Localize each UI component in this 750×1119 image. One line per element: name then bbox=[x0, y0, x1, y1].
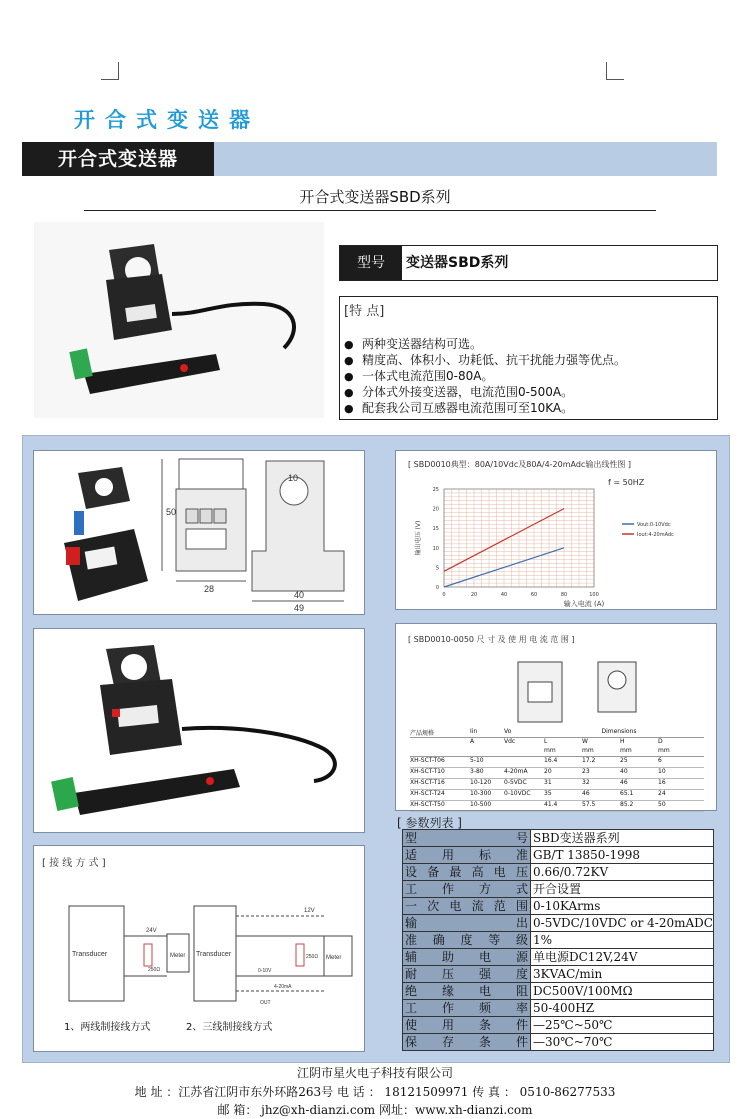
col-subheader: Vdc bbox=[504, 738, 516, 745]
table-cell: XH-SCT-T10 bbox=[410, 768, 445, 775]
spec-value: 单电源DC12V,24V bbox=[531, 949, 714, 966]
feature-item bbox=[344, 352, 626, 368]
two-wire-label: 1、两线制接线方式 bbox=[64, 1022, 151, 1033]
table-cell: 85.2 bbox=[620, 801, 634, 808]
spec-row bbox=[403, 830, 714, 847]
feature-text: 配套我公司互感器电流范围可至10KA。 bbox=[362, 401, 574, 415]
series-subtitle: 开合式变送器SBD系列 bbox=[299, 188, 451, 206]
three-wire-label: 2、三线制接线方式 bbox=[186, 1022, 273, 1033]
y-tick-label: 10 bbox=[432, 545, 439, 552]
product-photo-transducer bbox=[34, 222, 324, 418]
dim-label: 49 bbox=[294, 603, 305, 613]
spec-key: 输出 bbox=[403, 915, 531, 932]
resistor-label: 250Ω bbox=[148, 967, 161, 973]
footer-company: 江阴市星火电子科技有限公司 bbox=[296, 1066, 453, 1080]
spec-value: 开合设置 bbox=[531, 881, 714, 898]
spec-key: 型号 bbox=[403, 830, 531, 847]
unit-label: mm bbox=[620, 747, 632, 754]
dimension-card-title: [ SBD0010-0050 尺 寸 及 使 用 电 流 范 围 ] bbox=[408, 635, 575, 644]
bullet-icon: ● bbox=[344, 354, 354, 367]
y-axis-label: 输出电压 (V) bbox=[415, 520, 422, 556]
transducer-label: Transducer bbox=[196, 951, 232, 958]
spec-value: 0-5VDC/10VDC or 4-20mADC bbox=[531, 915, 714, 932]
spec-row bbox=[403, 915, 714, 932]
features-heading: [特 点] bbox=[344, 304, 385, 319]
banner-label: 开合式变送器 bbox=[22, 142, 214, 176]
table-row bbox=[410, 779, 704, 790]
table-row bbox=[410, 757, 704, 768]
spec-key: 工作频率 bbox=[403, 1000, 531, 1017]
dimension-table-card bbox=[395, 623, 717, 811]
table-cell: 6 bbox=[658, 757, 662, 764]
feature-text: 一体式电流范围0-80A。 bbox=[362, 369, 494, 383]
spec-row bbox=[403, 983, 714, 1000]
table-cell: 10 bbox=[658, 768, 666, 775]
wiring-card bbox=[33, 845, 365, 1052]
spec-row bbox=[403, 932, 714, 949]
chart-annotation: f = 50HZ bbox=[608, 478, 645, 487]
table-cell: XH-SCT-T16 bbox=[410, 779, 445, 786]
table-cell: 10-500 bbox=[470, 801, 492, 808]
y-tick-label: 20 bbox=[432, 506, 439, 513]
bullet-icon: ● bbox=[344, 386, 354, 399]
meter-label: Meter bbox=[170, 953, 186, 959]
footer-contact: 邮 箱： jhz@xh-dianzi.com 网址：www.xh-dianzi.com bbox=[217, 1103, 533, 1117]
table-cell: 10-300 bbox=[470, 790, 492, 797]
table-cell: 35 bbox=[544, 790, 552, 797]
col-subheader: H bbox=[620, 738, 625, 745]
x-tick-label: 80 bbox=[560, 592, 568, 598]
legend-label: Vout:0-10Vdc bbox=[637, 522, 671, 528]
bullet-icon: ● bbox=[344, 402, 354, 415]
divider bbox=[84, 210, 656, 211]
dimension-drawing bbox=[34, 451, 364, 614]
table-cell: 25 bbox=[620, 757, 628, 764]
spec-value: 0.66/0.72KV bbox=[531, 864, 714, 881]
feature-text: 分体式外接变送器，电流范围0-500A。 bbox=[362, 385, 574, 399]
spec-key: 设备最高电压 bbox=[403, 864, 531, 881]
dimension-drawing-card bbox=[33, 450, 365, 615]
col-header: Vo bbox=[504, 728, 512, 735]
col-subheader: A bbox=[470, 738, 475, 745]
table-cell: 16 bbox=[658, 779, 666, 786]
table-cell: 65.1 bbox=[620, 790, 634, 797]
spec-key: 工作方式 bbox=[403, 881, 531, 898]
crop-mark bbox=[118, 62, 119, 80]
col-header: Iin bbox=[470, 728, 478, 735]
spec-value: —30℃~70℃ bbox=[531, 1034, 714, 1051]
table-cell: XH-SCT-T06 bbox=[410, 757, 445, 764]
spec-row bbox=[403, 1034, 714, 1051]
x-axis-label: 输入电流 (A) bbox=[563, 600, 605, 608]
spec-row bbox=[403, 881, 714, 898]
y-tick-label: 0 bbox=[435, 585, 439, 591]
spec-value: GB/T 13850-1998 bbox=[531, 847, 714, 864]
linearity-chart-card bbox=[395, 450, 717, 610]
spec-key: 准确度等级 bbox=[403, 932, 531, 949]
resistor-label: 250Ω bbox=[306, 954, 319, 960]
spec-row bbox=[403, 898, 714, 915]
spec-row bbox=[403, 847, 714, 864]
col-header: 产品规格 bbox=[410, 730, 435, 737]
dimension-table bbox=[410, 728, 704, 812]
table-cell: XH-SCT-T50 bbox=[410, 801, 445, 808]
spec-key: 保存条件 bbox=[403, 1034, 531, 1051]
y-tick-label: 25 bbox=[432, 487, 439, 493]
x-tick-label: 0 bbox=[442, 592, 446, 598]
table-cell: 20 bbox=[544, 768, 552, 775]
spec-value: 1% bbox=[531, 932, 714, 949]
crop-mark bbox=[101, 79, 119, 80]
model-box bbox=[339, 245, 718, 281]
spec-key: 耐压强度 bbox=[403, 966, 531, 983]
spec-table bbox=[402, 829, 714, 1051]
meter-label: Meter bbox=[326, 955, 342, 961]
y-tick-label: 15 bbox=[432, 526, 439, 533]
feature-item bbox=[344, 400, 626, 416]
out-label: OUT bbox=[260, 1000, 271, 1006]
spec-row bbox=[403, 1000, 714, 1017]
table-cell: 46 bbox=[582, 790, 590, 797]
bullet-icon: ● bbox=[344, 338, 354, 351]
spec-key: 适用标准 bbox=[403, 847, 531, 864]
feature-item bbox=[344, 336, 626, 352]
unit-label: mm bbox=[582, 747, 594, 754]
transducer-label: Transducer bbox=[72, 951, 108, 958]
wiring-title: [ 接 线 方 式 ] bbox=[42, 858, 106, 869]
table-cell: 31 bbox=[544, 779, 552, 786]
table-cell: 3-80 bbox=[470, 768, 484, 775]
bullet-icon: ● bbox=[344, 370, 354, 383]
spec-key: 一次电流范围 bbox=[403, 898, 531, 915]
current-range-label: 4-20mA bbox=[274, 984, 292, 990]
spec-row bbox=[403, 949, 714, 966]
table-cell: 5-10 bbox=[470, 757, 484, 764]
table-cell: 40 bbox=[620, 768, 628, 775]
dim-label: 40 bbox=[294, 590, 305, 600]
table-row bbox=[410, 768, 704, 779]
feature-item bbox=[344, 384, 626, 400]
wiring-diagram bbox=[34, 886, 364, 1021]
linearity-chart bbox=[396, 451, 716, 609]
table-cell: 57.5 bbox=[582, 801, 596, 808]
model-value: 变送器SBD系列 bbox=[406, 255, 509, 271]
table-cell: XH-SCT-T24 bbox=[410, 790, 445, 797]
table-cell: 24 bbox=[658, 790, 666, 797]
table-row bbox=[410, 801, 704, 812]
dim-label: 28 bbox=[204, 584, 215, 594]
dim-label: 10 bbox=[288, 473, 299, 483]
voltage-range-label: 0-10V bbox=[258, 968, 272, 974]
dim-label: 50 bbox=[166, 507, 177, 517]
table-cell: 41.4 bbox=[544, 801, 558, 808]
product-photo-transducer-large bbox=[34, 629, 364, 832]
y-tick-label: 5 bbox=[435, 565, 439, 572]
spec-value: SBD变送器系列 bbox=[531, 830, 714, 847]
spec-key: 使用条件 bbox=[403, 1017, 531, 1034]
table-cell: 32 bbox=[582, 779, 590, 786]
model-key: 型号 bbox=[340, 246, 402, 280]
table-cell: 23 bbox=[582, 768, 590, 775]
spec-value: 50-400HZ bbox=[531, 1000, 714, 1017]
feature-text: 两种变送器结构可选。 bbox=[362, 337, 483, 351]
spec-row bbox=[403, 1017, 714, 1034]
legend-label: Iout:4-20mAdc bbox=[637, 532, 674, 538]
unit-label: mm bbox=[544, 747, 556, 754]
table-cell: 50 bbox=[658, 801, 666, 808]
col-subheader: W bbox=[582, 738, 588, 745]
table-cell: 17.2 bbox=[582, 757, 596, 764]
table-cell bbox=[504, 757, 544, 767]
table-cell: 0-5VDC bbox=[504, 779, 527, 786]
unit-label: mm bbox=[658, 747, 670, 754]
product-photo-card bbox=[33, 628, 365, 833]
feature-item bbox=[344, 368, 626, 384]
section-banner bbox=[22, 142, 717, 176]
crop-mark bbox=[606, 79, 624, 80]
features-box bbox=[339, 296, 718, 420]
feature-text: 精度高、体积小、功耗低、抗干扰能力强等优点。 bbox=[362, 353, 627, 367]
voltage-label: 12V bbox=[304, 908, 315, 914]
x-tick-label: 40 bbox=[500, 592, 508, 598]
spec-value: —25℃~50℃ bbox=[531, 1017, 714, 1034]
spec-title: [ 参数列表 ] bbox=[397, 816, 462, 830]
col-subheader: D bbox=[658, 738, 663, 745]
x-tick-label: 60 bbox=[530, 592, 538, 598]
voltage-label: 24V bbox=[146, 928, 157, 934]
table-cell: 10-120 bbox=[470, 779, 492, 786]
spec-value: DC500V/100MΩ bbox=[531, 983, 714, 1000]
table-cell: 0-10VDC bbox=[504, 790, 531, 797]
x-tick-label: 100 bbox=[589, 592, 599, 598]
chart-title: [ SBD0010典型：80A/10Vdc及80A/4-20mAdc输出线性图 ] bbox=[408, 460, 631, 469]
table-cell: 46 bbox=[620, 779, 628, 786]
crop-mark bbox=[606, 62, 607, 80]
col-header: Dimensions bbox=[601, 728, 637, 735]
table-cell: 4-20mA bbox=[504, 768, 528, 775]
table-cell: 16.4 bbox=[544, 757, 558, 764]
spec-row bbox=[403, 864, 714, 881]
page-title: 开合式变送器 bbox=[74, 108, 260, 132]
spec-key: 绝缘电阻 bbox=[403, 983, 531, 1000]
table-row bbox=[410, 790, 704, 801]
spec-key: 辅助电源 bbox=[403, 949, 531, 966]
spec-row bbox=[403, 966, 714, 983]
outline-drawing bbox=[506, 654, 686, 734]
col-subheader: L bbox=[544, 738, 548, 745]
spec-value: 3KVAC/min bbox=[531, 966, 714, 983]
footer-address: 地 址 ：江苏省江阴市东外环路263号 电 话 ： 18121509971 传 真 ： 0510-86277533 bbox=[134, 1085, 616, 1099]
table-cell bbox=[504, 801, 544, 811]
spec-value: 0-10KArms bbox=[531, 898, 714, 915]
x-tick-label: 20 bbox=[470, 592, 478, 598]
